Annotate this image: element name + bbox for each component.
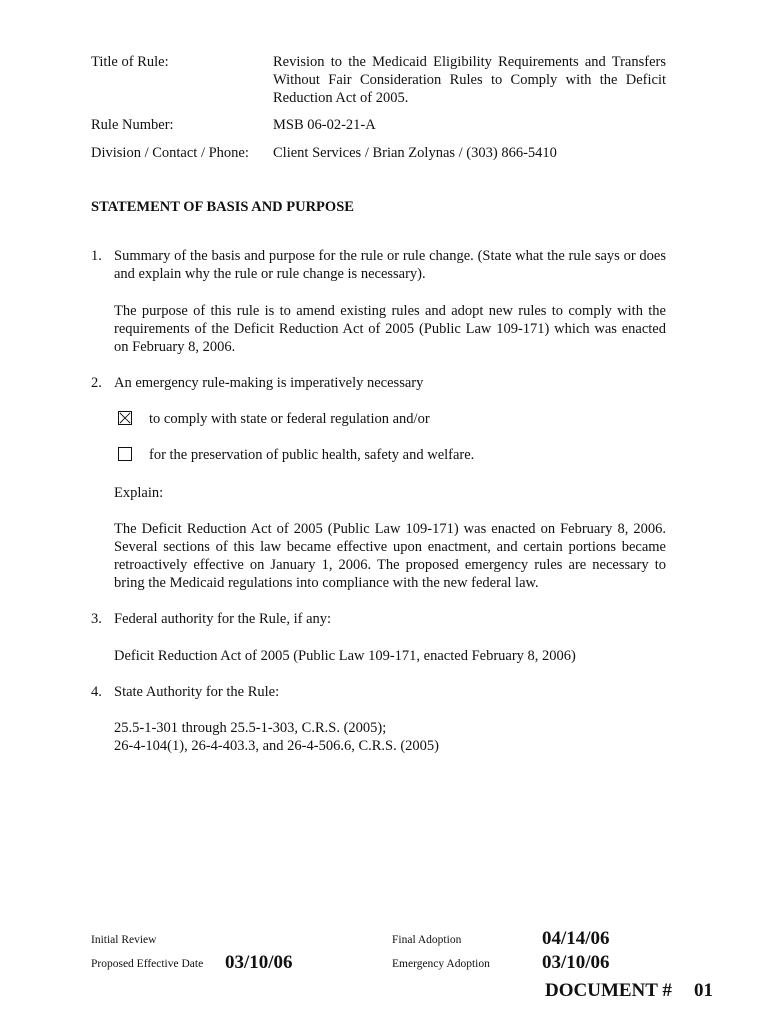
proposed-effective-date-label: Proposed Effective Date (91, 958, 204, 970)
document-number-label: DOCUMENT # (545, 980, 672, 1001)
public-health-option-label: for the preservation of public health, safety and welfare. (149, 447, 475, 463)
section-1-prompt: Summary of the basis and purpose for the rule or rule change. (State what the rule says or does and explain why the rule or rule change is necessary). (114, 248, 666, 282)
section-3-prompt: Federal authority for the Rule, if any: (114, 611, 332, 627)
section-4-prompt: State Authority for the Rule: (114, 684, 280, 700)
checkbox-x-mark-icon (119, 412, 131, 424)
document-number-value: 01 (694, 980, 713, 1001)
section-2-number: 2. (91, 375, 102, 391)
state-authority-line-1: 25.5-1-301 through 25.5-1-303, C.R.S. (2005); (114, 720, 387, 736)
section-1-answer: The purpose of this rule is to amend existing rules and adopt new rules to comply with the requirements of the Deficit Reduction Act of 2005 (Public Law 109-171) which was enacted on February 8, 2006. (114, 303, 666, 355)
section-1-number: 1. (91, 248, 102, 264)
title-of-rule-value: Revision to the Medicaid Eligibility Requirements and Transfers Without Fair Consideration Rules to Comply with the Deficit Reduction Act of 2005. (273, 54, 666, 106)
state-authority-line-2: 26-4-104(1), 26-4-403.3, and 26-4-506.6, C.R.S. (2005) (114, 738, 440, 754)
emergency-adoption-value: 03/10/06 (542, 952, 610, 973)
division-contact-phone-value: Client Services / Brian Zolynas / (303) 866-5410 (273, 145, 557, 161)
section-4-number: 4. (91, 684, 102, 700)
public-health-checkbox[interactable] (118, 447, 132, 461)
statement-heading: STATEMENT OF BASIS AND PURPOSE (91, 199, 354, 215)
rule-number-label: Rule Number: (91, 117, 174, 133)
initial-review-label: Initial Review (91, 934, 157, 946)
section-3-answer: Deficit Reduction Act of 2005 (Public Law 109-171, enacted February 8, 2006) (114, 648, 576, 664)
final-adoption-label: Final Adoption (392, 934, 462, 946)
title-of-rule-label: Title of Rule: (91, 54, 169, 70)
final-adoption-value: 04/14/06 (542, 928, 610, 949)
section-2-explanation: The Deficit Reduction Act of 2005 (Public Law 109-171) was enacted on February 8, 2006. Several sections of this law became effective upon enactment, and certain portions became retroactively effective on January 1, 2006. The proposed emergency rules are necessary to bring the Medicaid regulations into compliance with the new federal law. (114, 521, 666, 591)
explain-label: Explain: (114, 485, 164, 501)
proposed-effective-date-value: 03/10/06 (225, 952, 293, 973)
rule-number-value: MSB 06-02-21-A (273, 117, 376, 133)
emergency-adoption-label: Emergency Adoption (392, 958, 490, 970)
division-contact-phone-label: Division / Contact / Phone: (91, 145, 249, 161)
regulation-option-label: to comply with state or federal regulation and/or (149, 411, 430, 427)
section-2-prompt: An emergency rule-making is imperatively necessary (114, 375, 424, 391)
section-3-number: 3. (91, 611, 102, 627)
regulation-checkbox[interactable] (118, 411, 132, 425)
